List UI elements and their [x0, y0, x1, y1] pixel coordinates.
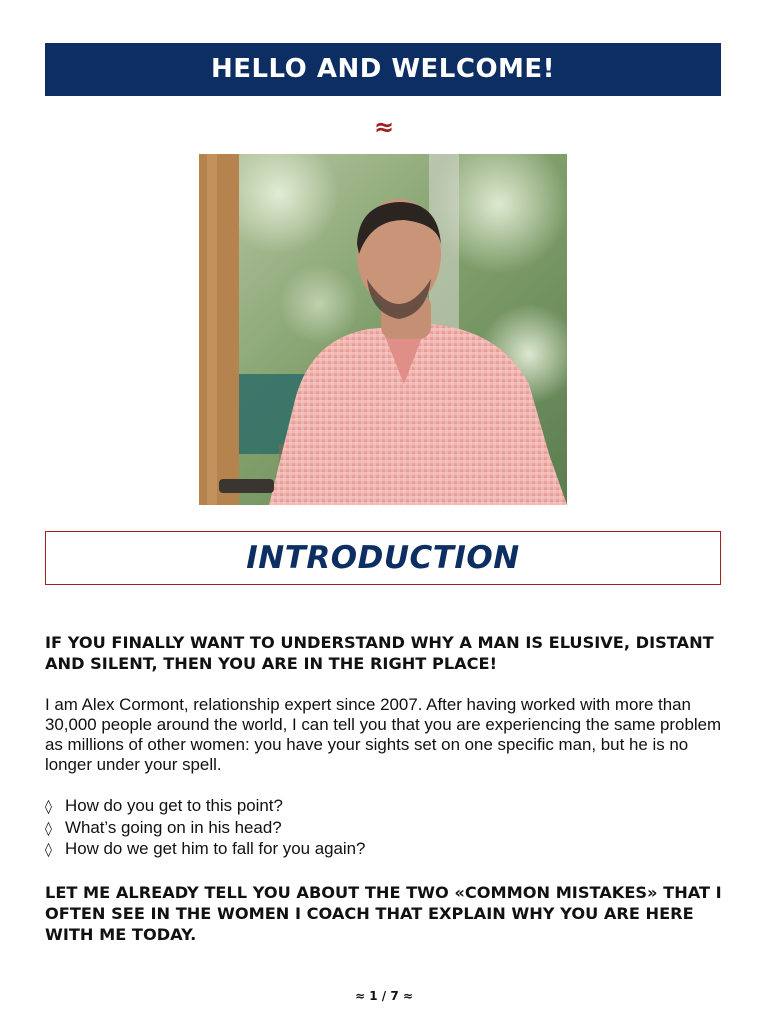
list-item-text: What’s going on in his head?	[65, 817, 282, 837]
closing-heading: LET ME ALREADY TELL YOU ABOUT THE TWO «COMMON MISTAKES» THAT I OFTEN SEE IN THE WOMEN I COACH THAT EXPLAIN WHY YOU ARE HERE WITH ME TODAY.	[45, 882, 722, 944]
section-title: INTRODUCTION	[246, 540, 520, 576]
divider-symbol: ≈	[373, 113, 395, 141]
diamond-bullet-icon: ◊	[45, 820, 52, 837]
portrait-photo-icon	[199, 154, 567, 505]
list-item	[45, 796, 723, 818]
page-number: ≈ 1 / 7 ≈	[355, 989, 413, 1003]
lead-heading: IF YOU FINALLY WANT TO UNDERSTAND WHY A MAN IS ELUSIVE, DISTANT AND SILENT, THEN YOU ARE IN THE RIGHT PLACE!	[45, 633, 714, 673]
intro-paragraph: I am Alex Cormont, relationship expert since 2007. After having worked with more than 30,000 people around the world, I can tell you that you are experiencing the same problem as millions of other women: you have your sights set on one specific man, but he is no longer under your spell.	[45, 695, 722, 774]
list-item-text: How do we get him to fall for you again?	[65, 839, 366, 858]
question-list	[45, 796, 723, 861]
list-item	[45, 839, 723, 861]
author-photo	[199, 154, 567, 505]
diamond-bullet-icon: ◊	[45, 799, 52, 815]
introduction-box	[45, 531, 721, 585]
diamond-bullet-icon: ◊	[45, 842, 52, 858]
banner-title: HELLO AND WELCOME!	[210, 54, 556, 84]
welcome-banner	[45, 43, 721, 96]
introduction-content	[45, 632, 723, 945]
list-item-text: How do you get to this point?	[65, 796, 283, 815]
list-item	[45, 818, 723, 840]
